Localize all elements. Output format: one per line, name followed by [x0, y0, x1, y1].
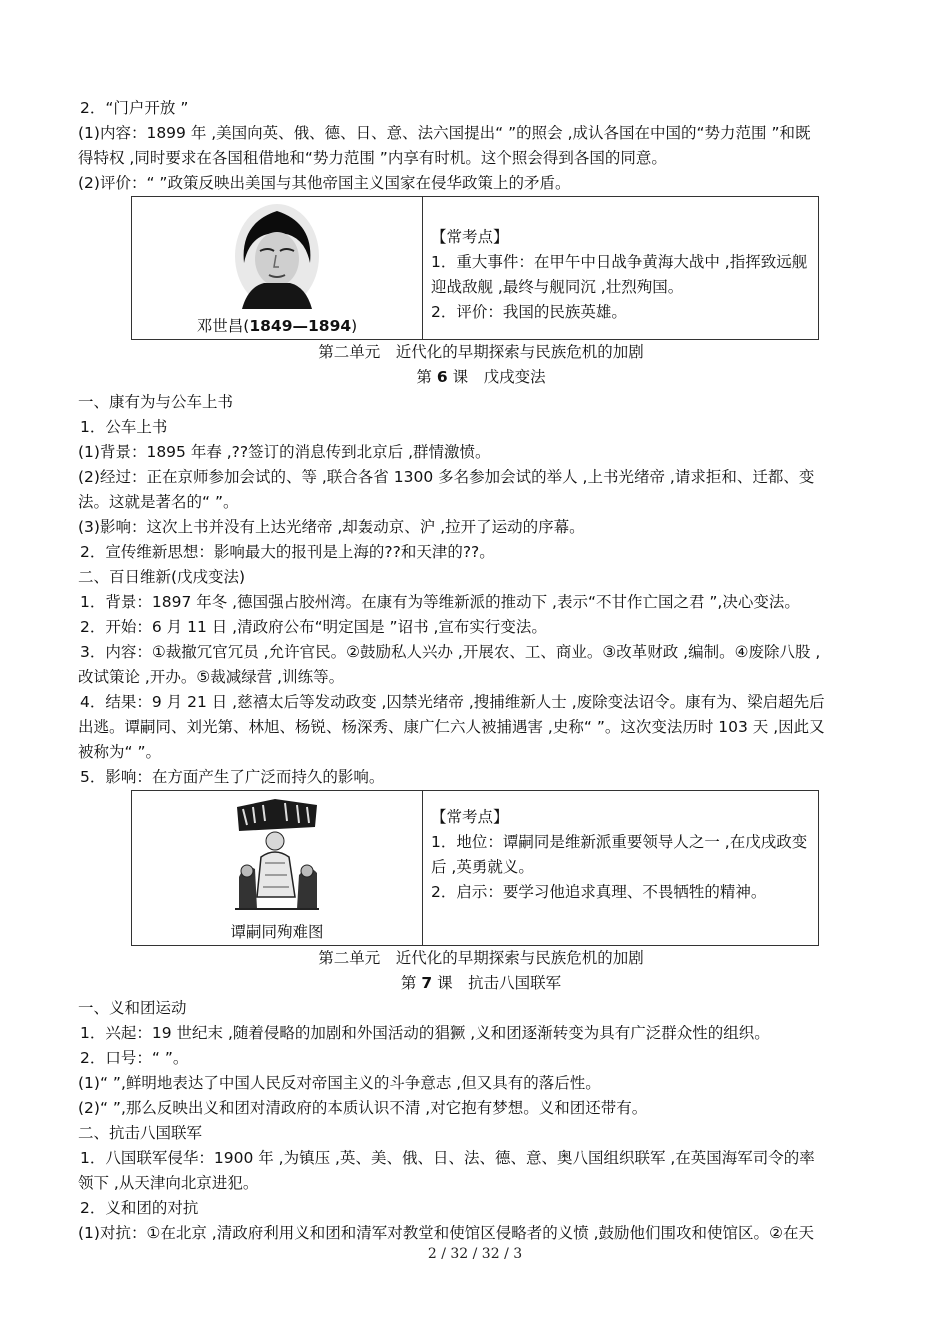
- key-point: 1．地位：谭嗣同是维新派重要领导人之一 ,在戊戌政变后 ,英勇就义。: [431, 833, 808, 876]
- paragraph: (1)“ ”,鲜明地表达了中国人民反对帝国主义的斗争意志 ,但又具有的落后性。: [78, 1074, 601, 1092]
- section-open-door-title: 2．“门户开放 ”: [80, 99, 189, 117]
- document-body: [78, 96, 884, 1246]
- illustration-cell: [132, 791, 423, 946]
- portrait-cell: [132, 197, 423, 340]
- paragraph: 改试策论 ,开办。⑤裁减绿营 ,训练等。: [78, 668, 345, 686]
- illustration-caption: 谭嗣同殉难图: [230, 923, 324, 941]
- paragraph: 法。这就是著名的“ ”。: [78, 493, 239, 511]
- paragraph: 领下 ,从天津向北京进犯。: [78, 1174, 259, 1192]
- unit-title: 第二单元 近代化的早期探索与民族危机的加剧: [318, 343, 644, 361]
- deng-shichang-box: [131, 196, 819, 340]
- paragraph: 1．背景：1897 年冬 ,德国强占胶州湾。在康有为等维新派的推动下 ,表示“不甘作亡国之君 ”,决心变法。: [80, 593, 800, 611]
- paragraph: (2)评价：“ ”政策反映出美国与其他帝国主义国家在侵华政策上的矛盾。: [78, 174, 571, 192]
- portrait-caption: 邓世昌(1849—1894): [196, 317, 358, 335]
- page-number: 2 / 32 / 32 / 3: [427, 1246, 523, 1262]
- paragraph: 得特权 ,同时要求在各国租借地和“势力范围 ”内享有时机。这个照会得到各国的同意。: [78, 149, 667, 167]
- paragraph: 2．开始：6 月 11 日 ,清政府公布“明定国是 ”诏书 ,宣布实行变法。: [80, 618, 547, 636]
- paragraph: 5．影响：在方面产生了广泛而持久的影响。: [80, 768, 385, 786]
- paragraph: 1．八国联军侵华：1900 年 ,为镇压 ,英、美、俄、日、法、德、意、奥八国组织联军 ,在英国海军司令的率: [80, 1149, 815, 1167]
- paragraph: 4．结果：9 月 21 日 ,慈禧太后等发动政变 ,囚禁光绪帝 ,搜捕维新人士 ,废除变法诏令。康有为、梁启超先后: [80, 693, 825, 711]
- subsection-heading: 2．义和团的对抗: [80, 1199, 199, 1217]
- section-heading: 二、抗击八国联军: [78, 1124, 203, 1142]
- key-points-cell: [423, 197, 819, 340]
- deng-shichang-portrait: [234, 203, 320, 309]
- section-heading: 二、百日维新(戊戌变法): [78, 568, 246, 586]
- section-heading: 一、义和团运动: [78, 999, 187, 1017]
- key-point: 2．启示：要学习他追求真理、不畏牺牲的精神。: [431, 883, 767, 901]
- paragraph: 出逃。谭嗣同、刘光第、林旭、杨锐、杨深秀、康广仁六人被捕遇害 ,史称“ ”。这次变法历时 103 天 ,因此又: [78, 718, 825, 736]
- tan-sitong-illustration: [235, 797, 319, 915]
- paragraph: 2．宣传维新思想：影响最大的报刊是上海的??和天津的??。: [80, 543, 495, 561]
- key-points-heading: 【常考点】: [431, 808, 509, 826]
- paragraph: 1．兴起：19 世纪末 ,随着侵略的加剧和外国活动的猖獗 ,义和团逐渐转变为具有广泛群众性的组织。: [80, 1024, 770, 1042]
- paragraph: 2．口号：“ ”。: [80, 1049, 189, 1067]
- section-heading: 一、康有为与公车上书: [78, 393, 234, 411]
- subsection-heading: 1．公车上书: [80, 418, 168, 436]
- paragraph: 被称为“ ”。: [78, 743, 161, 761]
- paragraph: (2)经过：正在京师参加会试的、等 ,联合各省 1300 多名参加会试的举人 ,上书光绪帝 ,请求拒和、迁都、变: [78, 468, 815, 486]
- paragraph: (1)内容：1899 年 ,美国向英、俄、德、日、意、法六国提出“ ”的照会 ,成认各国在中国的“势力范围 ”和既: [78, 124, 811, 142]
- paragraph: (1)对抗：①在北京 ,清政府利用义和团和清军对教堂和使馆区侵略者的义愤 ,鼓励他们围攻和使馆区。②在天: [78, 1224, 814, 1242]
- key-points-cell: [423, 791, 819, 946]
- tan-sitong-box: [131, 790, 819, 946]
- paragraph: (1)背景：1895 年春 ,??签订的消息传到北京后 ,群情激愤。: [78, 443, 491, 461]
- key-point: 1．重大事件：在甲午中日战争黄海大战中 ,指挥致远舰迎战敌舰 ,最终与舰同沉 ,壮烈殉国。: [431, 253, 808, 296]
- key-point: 2．评价：我国的民族英雄。: [431, 303, 627, 321]
- lesson-title: 第 7 课 抗击八国联军: [400, 974, 562, 992]
- paragraph: 3．内容：①裁撤冗官冗员 ,允许官民。②鼓励私人兴办 ,开展农、工、商业。③改革财政 ,编制。④废除八股 ,: [80, 643, 821, 661]
- lesson-title: 第 6 课 戊戌变法: [416, 368, 546, 386]
- unit-title: 第二单元 近代化的早期探索与民族危机的加剧: [318, 949, 644, 967]
- key-points-heading: 【常考点】: [431, 228, 509, 246]
- paragraph: (3)影响：这次上书并没有上达光绪帝 ,却轰动京、沪 ,拉开了运动的序幕。: [78, 518, 585, 536]
- paragraph: (2)“ ”,那么反映出义和团对清政府的本质认识不清 ,对它抱有梦想。义和团还带有。: [78, 1099, 648, 1117]
